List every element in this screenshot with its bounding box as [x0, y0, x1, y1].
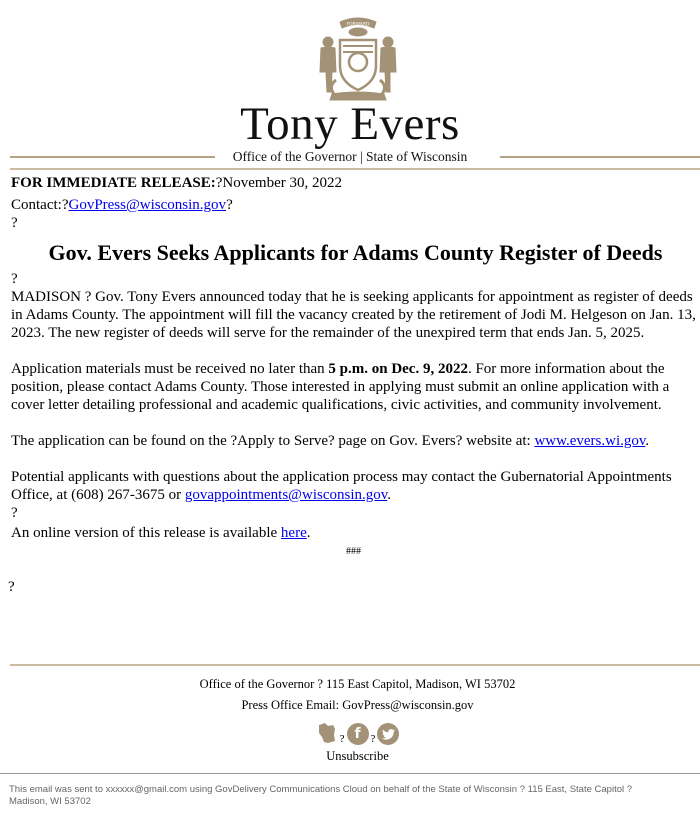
online-version-end: .: [306, 525, 311, 541]
application-text-end: .: [645, 433, 650, 449]
office-line-text: Office of the Governor | State of Wisconsin: [232, 149, 468, 164]
online-version-line: [11, 524, 700, 542]
paragraph-contact: [11, 468, 700, 504]
paragraph-announcement: MADISON ? Gov. Tony Evers announced today that he is seeking applicants for appointment as register of deeds in Adams County. The appointment will fill the vacancy created by the retirement of Jodi M. Helgeson on Jan. 13, 2023. The new register of deeds will serve for the remainder of the unexpired term that ends Jan. 5, 2025.: [11, 289, 696, 341]
governor-name: Tony Evers: [240, 98, 460, 150]
release-body: [8, 174, 700, 596]
evers-website-link[interactable]: www.evers.wi.gov: [534, 433, 646, 449]
social-separator: ?: [370, 733, 376, 745]
contact-paragraph-text: Potential applicants with questions about the application process may contact the Gubernatorial Appointments Office, at (608) 267-3675 or: [11, 469, 672, 503]
govdelivery-divider: [0, 773, 700, 774]
online-version-link[interactable]: here: [280, 525, 307, 541]
release-date: ?November 30, 2022: [215, 175, 342, 191]
footer-address: Office of the Governor ? 115 East Capitol, Madison, WI 53702: [199, 677, 516, 691]
wisconsin-map-icon[interactable]: [316, 721, 338, 745]
wisconsin-seal-logo: [310, 10, 406, 102]
contact-suffix: ?: [226, 197, 233, 213]
deadline-text-end: . For more information about the position, please contact Adams County. Those interested in applying must submit an online application with a cover letter detailing professional and academic qualifications, civic activities, and community involvement.: [11, 361, 670, 413]
office-line: [0, 148, 700, 166]
svg-text:FORWARD: FORWARD: [346, 22, 370, 28]
spacer-mark: ?: [8, 579, 15, 595]
appointments-email-link[interactable]: govappointments@wisconsin.gov: [184, 487, 388, 503]
govdelivery-note: This email was sent to xxxxxx@gmail.com using GovDelivery Communications Cloud on behalf of the State of Wisconsin ? 115 East, State Capitol ? Madison, WI 53702: [9, 784, 633, 807]
twitter-icon[interactable]: [377, 723, 399, 745]
contact-line: [11, 196, 700, 214]
spacer-mark: ?: [11, 215, 18, 231]
footer-divider: [10, 664, 700, 666]
spacer-mark: ?: [11, 505, 18, 521]
header-divider: [10, 168, 700, 170]
online-version-text: An online version of this release is available: [11, 525, 281, 541]
unsubscribe-link[interactable]: Unsubscribe: [326, 749, 389, 763]
spacer-mark: ?: [11, 271, 18, 287]
footer-press-email: Press Office Email: GovPress@wisconsin.gov: [241, 698, 474, 712]
deadline-text-start: Application materials must be received no later than: [11, 361, 329, 377]
contact-paragraph-end: .: [387, 487, 392, 503]
facebook-icon[interactable]: [347, 723, 369, 745]
social-links: [0, 717, 700, 745]
release-label: FOR IMMEDIATE RELEASE:: [11, 175, 216, 191]
social-separator: ?: [339, 733, 345, 745]
contact-email-link[interactable]: GovPress@wisconsin.gov: [68, 197, 227, 213]
end-marks: ###: [346, 546, 361, 557]
release-line: [11, 174, 700, 192]
paragraph-deadline: [11, 360, 700, 414]
footer: [0, 674, 700, 766]
facebook-glyph: f: [354, 726, 361, 742]
headline: Gov. Evers Seeks Applicants for Adams County Register of Deeds: [48, 240, 663, 265]
contact-label: Contact:?: [11, 197, 69, 213]
application-text: The application can be found on the ?Apply to Serve? page on Gov. Evers? website at:: [11, 433, 535, 449]
deadline-bold: 5 p.m. on Dec. 9, 2022: [328, 361, 468, 377]
paragraph-application: [11, 432, 700, 450]
